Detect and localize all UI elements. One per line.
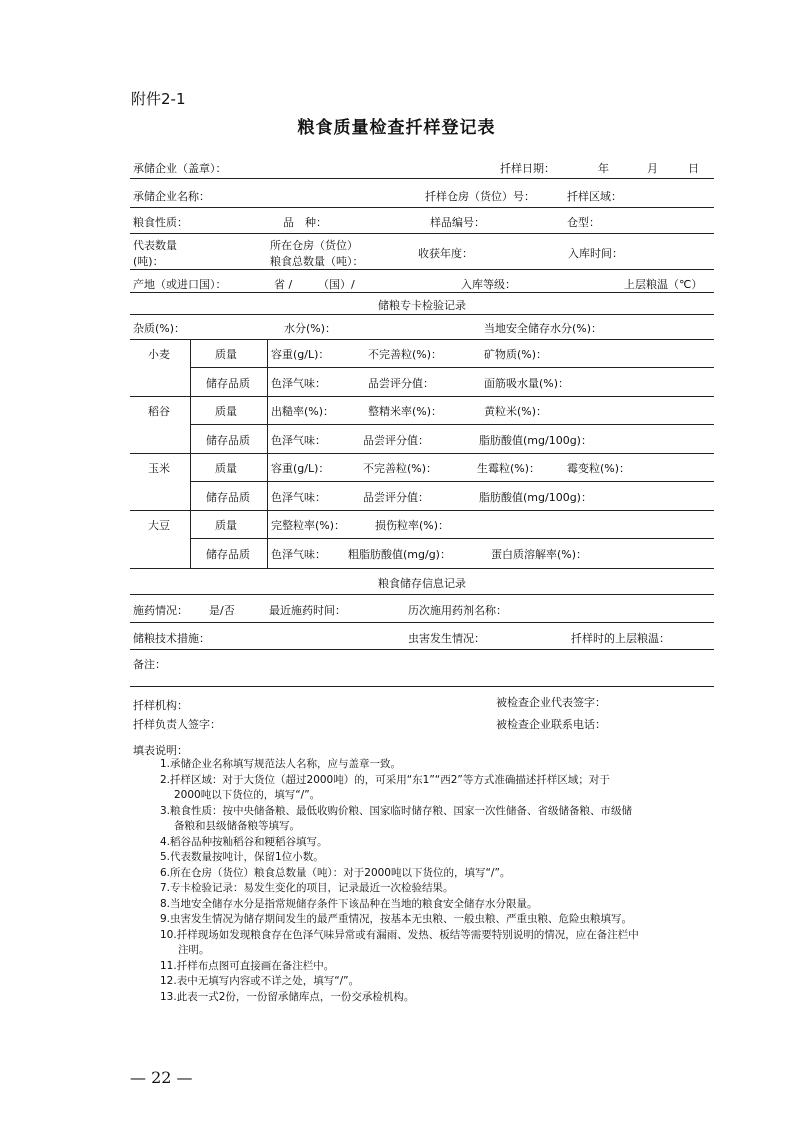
pest-status-label: 虫害发生情况： <box>408 632 485 645</box>
rep-signature-label: 被检查企业代表签字： <box>496 696 606 709</box>
wheat-imperfect: 不完善粒(%)： <box>368 348 443 361</box>
country-label: （国）/ <box>318 278 355 291</box>
soybean-fat-acid: 粗脂肪酸值(mg/g)： <box>348 548 451 561</box>
note-line: 2000吨以下货位的，填写“/”。 <box>174 789 321 801</box>
wheat-gluten: 面筋吸水量(%)： <box>484 377 570 390</box>
note-line: 1.承储企业名称填写规范法人名称，应与盖章一致。 <box>160 758 402 770</box>
last-pesticide-time: 最近施药时间： <box>269 604 346 617</box>
soybean-color-odor: 色泽气味： <box>271 548 326 561</box>
attachment-label: 附件2-1 <box>131 90 186 108</box>
section-storage-title: 粮食储存信息记录 <box>378 577 466 590</box>
section-inspection-title: 储粮专卡检验记录 <box>378 299 466 312</box>
corn-storage-label: 储存品质 <box>206 491 250 504</box>
pesticide-history: 历次施用药剂名称： <box>408 604 507 617</box>
paddy-husking: 出糙率(%)： <box>271 405 335 418</box>
pesticide-yes-no: 是/否 <box>209 604 235 617</box>
wheat-mineral: 矿物质(%)： <box>484 348 548 361</box>
soybean-damaged: 损伤粒率(%)： <box>375 519 450 532</box>
grain-nature-label: 粮食性质： <box>133 216 188 229</box>
note-line: 5.代表数量按吨计，保留1位小数。 <box>160 851 324 863</box>
year-label: 年 <box>598 162 609 175</box>
note-line: 2.扦样区域：对于大货位（超过2000吨）的，可采用“东1”“西2”等方式准确描述扦样区域；对于 <box>160 774 610 786</box>
corn-fatty-acid: 脂肪酸值(mg/100g)： <box>479 491 592 504</box>
paddy-fatty-acid: 脂肪酸值(mg/100g)： <box>479 434 592 447</box>
rep-qty-label: 代表数量 <box>133 239 177 252</box>
note-line: 8.当地安全储存水分是指常规储存条件下该品种在当地的粮食安全储存水分限量。 <box>160 898 538 910</box>
org-name-label: 承储企业名称： <box>133 190 210 203</box>
moisture-label: 水分(%)： <box>284 322 337 335</box>
note-line: 注明。 <box>178 944 210 956</box>
remark-label: 备注： <box>133 658 166 671</box>
grain-corn: 玉米 <box>148 462 170 475</box>
sample-top-temp-label: 扦样时的上层粮温： <box>571 632 670 645</box>
soybean-intact: 完整粒率(%)： <box>271 519 346 532</box>
corn-color-odor: 色泽气味： <box>271 491 326 504</box>
wheat-storage-label: 储存品质 <box>206 377 250 390</box>
sample-date-label: 扦样日期： <box>500 162 555 175</box>
grain-soybean: 大豆 <box>148 519 170 532</box>
soybean-storage-label: 储存品质 <box>206 548 250 561</box>
paddy-storage-label: 储存品质 <box>206 434 250 447</box>
variety-label: 品 种： <box>283 216 327 229</box>
grain-paddy: 稻谷 <box>148 405 170 418</box>
paddy-taste-score: 品尝评分值： <box>363 434 429 447</box>
leader-signature-label: 扦样负责人签字： <box>133 718 221 731</box>
corn-taste-score: 品尝评分值： <box>363 491 429 504</box>
province-label: 省 / <box>274 278 293 291</box>
pesticide-label: 施药情况： <box>133 604 188 617</box>
origin-label: 产地（或进口国）： <box>133 278 227 291</box>
wheat-color-odor: 色泽气味： <box>271 377 326 390</box>
month-label: 月 <box>647 162 658 175</box>
contact-phone-label: 被检查企业联系电话： <box>496 718 606 731</box>
sample-no-label: 样品编号： <box>430 216 485 229</box>
grain-wheat: 小麦 <box>148 348 170 361</box>
rep-qty-unit: (吨)： <box>133 255 164 268</box>
paddy-quality-label: 质量 <box>215 405 237 418</box>
corn-mildew: 生霉粒(%)： <box>477 462 541 475</box>
harvest-year-label: 收获年度： <box>418 247 473 260</box>
sample-agency-label: 扦样机构： <box>133 699 188 712</box>
corn-moldy: 霉变粒(%)： <box>567 462 631 475</box>
org-seal-label: 承储企业（盖章）： <box>133 162 227 175</box>
warehouse-total-unit: 粮食总数量（吨）： <box>270 255 364 268</box>
note-line: 3.粮食性质：按中央储备粮、最低收购价粮、国家临时储存粮、国家一次性储备、省级储备粮、市级储 <box>160 805 633 817</box>
corn-quality-label: 质量 <box>215 462 237 475</box>
safe-moisture-label: 当地安全储存水分(%)： <box>484 322 603 335</box>
storage-tech-label: 储粮技术措施： <box>133 632 210 645</box>
note-line: 10.扦样现场如发现粮食存在色泽气味异常或有漏雨、发热、板结等需要特别说明的情况，应在备注栏中 <box>160 929 639 941</box>
corn-test-weight: 容重(g/L)： <box>271 462 330 475</box>
note-line: 7.专卡检验记录：易发生变化的项目，记录最近一次检验结果。 <box>160 882 454 894</box>
paddy-head-rice: 整精米率(%)： <box>368 405 443 418</box>
page-title: 粮食质量检查扦样登记表 <box>297 118 496 138</box>
note-line: 9.虫害发生情况为储存期间发生的最严重情况，按基本无虫粮、一般虫粮、严重虫粮、危险虫粮填写。 <box>160 913 633 925</box>
warehouse-no-label: 扦样仓房（货位）号： <box>425 190 535 203</box>
note-line: 13.此表一式2份，一份留承储库点，一份交承检机构。 <box>160 991 415 1003</box>
notes-title: 填表说明： <box>133 744 188 757</box>
note-line: 12.表中无填写内容或不详之处，填写“/”。 <box>160 975 360 987</box>
soybean-quality-label: 质量 <box>215 519 237 532</box>
soybean-protein: 蛋白质溶解率(%)： <box>491 548 588 561</box>
storehouse-type-label: 仓型： <box>567 216 600 229</box>
note-line: 6.所在仓房（货位）粮食总数量（吨）：对于2000吨以下货位的，填写“/”。 <box>160 867 511 879</box>
page-number: — 22 — <box>130 1068 193 1087</box>
warehouse-total-label: 所在仓房（货位） <box>270 239 358 252</box>
in-time-label: 入库时间： <box>568 247 623 260</box>
sample-area-label: 扦样区域： <box>567 190 622 203</box>
wheat-taste-score: 品尝评分值： <box>368 377 434 390</box>
wheat-quality-label: 质量 <box>215 348 237 361</box>
in-grade-label: 入库等级： <box>461 278 516 291</box>
paddy-color-odor: 色泽气味： <box>271 434 326 447</box>
impurity-label: 杂质(%)： <box>133 322 186 335</box>
paddy-yellow: 黄粒米(%)： <box>484 405 548 418</box>
top-temp-label: 上层粮温（℃） <box>624 278 703 291</box>
note-line: 11.扦样布点图可直接画在备注栏中。 <box>160 960 335 972</box>
wheat-test-weight: 容重(g/L)： <box>271 348 330 361</box>
note-line: 备粮和县级储备粮等填写。 <box>174 820 300 832</box>
note-line: 4.稻谷品种按籼稻谷和粳稻谷填写。 <box>160 836 328 848</box>
corn-imperfect: 不完善粒(%)： <box>363 462 438 475</box>
day-label: 日 <box>688 162 699 175</box>
